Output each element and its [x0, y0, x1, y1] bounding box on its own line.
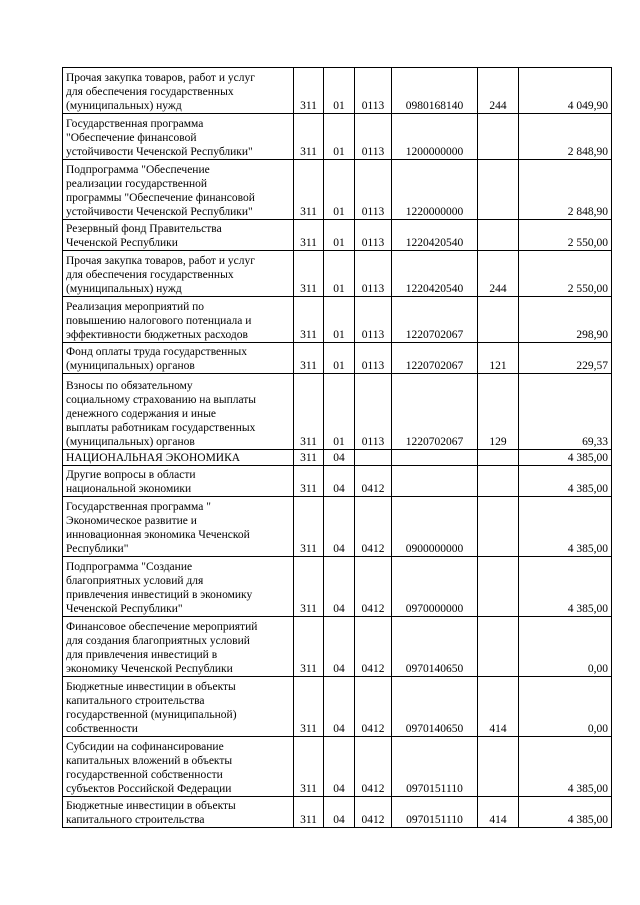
- table-row: [63, 677, 612, 737]
- row-vr-cell: 244: [478, 68, 519, 114]
- row-name-cell: Другие вопросы в области национальной экономики: [63, 466, 294, 497]
- row-sum-cell: 229,57: [519, 343, 612, 374]
- table-row: [63, 114, 612, 160]
- row-vr-cell: 414: [478, 677, 519, 737]
- row-vr-cell: [478, 220, 519, 251]
- row-vr-cell: [478, 450, 519, 466]
- row-vr-cell: [478, 737, 519, 797]
- row-ved-cell: 311: [294, 220, 324, 251]
- row-ved-cell: 311: [294, 466, 324, 497]
- row-razdel-cell: 04: [324, 557, 355, 617]
- row-podrazdel-cell: 0113: [355, 68, 392, 114]
- row-sum-cell: 4 385,00: [519, 557, 612, 617]
- table-row: [63, 557, 612, 617]
- row-name-cell: Государственная программа "Обеспечение финансовой устойчивости Чеченской Республики": [63, 114, 294, 160]
- row-sum-cell: 4 385,00: [519, 737, 612, 797]
- row-ved-cell: 311: [294, 557, 324, 617]
- row-ved-cell: 311: [294, 797, 324, 828]
- row-vr-cell: [478, 160, 519, 220]
- row-podrazdel-cell: 0412: [355, 797, 392, 828]
- row-razdel-cell: 04: [324, 466, 355, 497]
- row-csr-cell: 0970151110: [392, 797, 478, 828]
- row-name-cell: Реализация мероприятий по повышению налогового потенциала и эффективности бюджетных расходов: [63, 297, 294, 343]
- row-name-cell: Прочая закупка товаров, работ и услуг для обеспечения государственных (муниципальных) нужд: [63, 68, 294, 114]
- row-razdel-cell: 04: [324, 617, 355, 677]
- row-name-cell: Взносы по обязательному социальному страхованию на выплаты денежного содержания и иные выплаты работникам государственных (муниципальных) органов: [63, 374, 294, 450]
- row-vr-cell: 244: [478, 251, 519, 297]
- row-ved-cell: 311: [294, 114, 324, 160]
- row-sum-cell: 4 385,00: [519, 466, 612, 497]
- row-podrazdel-cell: 0113: [355, 160, 392, 220]
- row-csr-cell: 1200000000: [392, 114, 478, 160]
- row-ved-cell: 311: [294, 68, 324, 114]
- row-razdel-cell: 04: [324, 450, 355, 466]
- row-podrazdel-cell: 0412: [355, 497, 392, 557]
- row-vr-cell: [478, 466, 519, 497]
- row-csr-cell: 1220702067: [392, 297, 478, 343]
- row-podrazdel-cell: 0412: [355, 557, 392, 617]
- row-vr-cell: [478, 297, 519, 343]
- row-podrazdel-cell: 0113: [355, 297, 392, 343]
- row-ved-cell: 311: [294, 737, 324, 797]
- row-vr-cell: 414: [478, 797, 519, 828]
- row-sum-cell: 298,90: [519, 297, 612, 343]
- row-csr-cell: 0900000000: [392, 497, 478, 557]
- row-csr-cell: 0970151110: [392, 737, 478, 797]
- table-row: [63, 343, 612, 374]
- row-sum-cell: 2 550,00: [519, 251, 612, 297]
- row-csr-cell: 0980168140: [392, 68, 478, 114]
- row-ved-cell: 311: [294, 160, 324, 220]
- row-sum-cell: 2 848,90: [519, 160, 612, 220]
- table-row: [63, 160, 612, 220]
- row-sum-cell: 2 848,90: [519, 114, 612, 160]
- row-ved-cell: 311: [294, 374, 324, 450]
- table-row: [63, 251, 612, 297]
- row-podrazdel-cell: 0113: [355, 251, 392, 297]
- table-row: [63, 450, 612, 466]
- row-podrazdel-cell: 0412: [355, 677, 392, 737]
- row-podrazdel-cell: 0113: [355, 374, 392, 450]
- row-name-cell: Государственная программа " Экономическое развитие и инновационная экономика Чеченской Республики": [63, 497, 294, 557]
- table-row: [63, 466, 612, 497]
- row-ved-cell: 311: [294, 617, 324, 677]
- table-row: [63, 737, 612, 797]
- row-razdel-cell: 01: [324, 220, 355, 251]
- table-row: [63, 497, 612, 557]
- row-vr-cell: [478, 497, 519, 557]
- row-name-cell: Подпрограмма "Обеспечение реализации государственной программы "Обеспечение финансовой устойчивости Чеченской Республики": [63, 160, 294, 220]
- row-podrazdel-cell: 0412: [355, 466, 392, 497]
- row-sum-cell: 2 550,00: [519, 220, 612, 251]
- row-razdel-cell: 01: [324, 297, 355, 343]
- row-podrazdel-cell: 0113: [355, 114, 392, 160]
- row-razdel-cell: 01: [324, 374, 355, 450]
- row-ved-cell: 311: [294, 251, 324, 297]
- row-name-cell: Субсидии на софинансирование капитальных вложений в объекты государственной собственности субъектов Российской Федерации: [63, 737, 294, 797]
- row-vr-cell: 121: [478, 343, 519, 374]
- row-name-cell: Прочая закупка товаров, работ и услуг для обеспечения государственных (муниципальных) нужд: [63, 251, 294, 297]
- row-razdel-cell: 04: [324, 497, 355, 557]
- row-name-cell: Бюджетные инвестиции в объекты капитального строительства: [63, 797, 294, 828]
- table-row: [63, 297, 612, 343]
- row-razdel-cell: 01: [324, 114, 355, 160]
- row-podrazdel-cell: 0412: [355, 737, 392, 797]
- row-podrazdel-cell: [355, 450, 392, 466]
- budget-table: [62, 67, 612, 828]
- row-sum-cell: 69,33: [519, 374, 612, 450]
- row-podrazdel-cell: 0412: [355, 617, 392, 677]
- row-vr-cell: [478, 617, 519, 677]
- row-razdel-cell: 01: [324, 251, 355, 297]
- row-name-cell: Бюджетные инвестиции в объекты капитального строительства государственной (муниципальной) собственности: [63, 677, 294, 737]
- row-name-cell: Подпрограмма "Создание благоприятных условий для привлечения инвестиций в экономику Чеченской Республики": [63, 557, 294, 617]
- row-name-cell: Резервный фонд Правительства Чеченской Республики: [63, 220, 294, 251]
- row-sum-cell: 0,00: [519, 617, 612, 677]
- table-row: [63, 220, 612, 251]
- row-ved-cell: 311: [294, 343, 324, 374]
- row-razdel-cell: 01: [324, 160, 355, 220]
- row-sum-cell: 4 385,00: [519, 797, 612, 828]
- row-csr-cell: [392, 466, 478, 497]
- row-ved-cell: 311: [294, 677, 324, 737]
- row-csr-cell: 0970140650: [392, 677, 478, 737]
- row-ved-cell: 311: [294, 497, 324, 557]
- row-sum-cell: 4 385,00: [519, 450, 612, 466]
- table-row: [63, 617, 612, 677]
- row-razdel-cell: 04: [324, 797, 355, 828]
- row-csr-cell: 1220000000: [392, 160, 478, 220]
- row-sum-cell: 4 049,90: [519, 68, 612, 114]
- row-csr-cell: [392, 450, 478, 466]
- row-podrazdel-cell: 0113: [355, 343, 392, 374]
- table-row: [63, 797, 612, 828]
- row-vr-cell: [478, 114, 519, 160]
- row-name-cell: Финансовое обеспечение мероприятий для создания благоприятных условий для привлечения инвестиций в экономику Чеченской Республики: [63, 617, 294, 677]
- table-row: [63, 374, 612, 450]
- row-name-cell: Фонд оплаты труда государственных (муниципальных) органов: [63, 343, 294, 374]
- row-vr-cell: 129: [478, 374, 519, 450]
- row-sum-cell: 0,00: [519, 677, 612, 737]
- row-vr-cell: [478, 557, 519, 617]
- row-sum-cell: 4 385,00: [519, 497, 612, 557]
- row-csr-cell: 0970140650: [392, 617, 478, 677]
- row-podrazdel-cell: 0113: [355, 220, 392, 251]
- row-csr-cell: 1220420540: [392, 251, 478, 297]
- row-csr-cell: 0970000000: [392, 557, 478, 617]
- row-name-cell: НАЦИОНАЛЬНАЯ ЭКОНОМИКА: [63, 450, 294, 466]
- row-ved-cell: 311: [294, 297, 324, 343]
- row-razdel-cell: 01: [324, 343, 355, 374]
- row-razdel-cell: 04: [324, 737, 355, 797]
- row-csr-cell: 1220702067: [392, 374, 478, 450]
- row-ved-cell: 311: [294, 450, 324, 466]
- table-row: [63, 68, 612, 114]
- row-csr-cell: 1220420540: [392, 220, 478, 251]
- budget-table-body: [63, 68, 612, 828]
- row-csr-cell: 1220702067: [392, 343, 478, 374]
- row-razdel-cell: 04: [324, 677, 355, 737]
- row-razdel-cell: 01: [324, 68, 355, 114]
